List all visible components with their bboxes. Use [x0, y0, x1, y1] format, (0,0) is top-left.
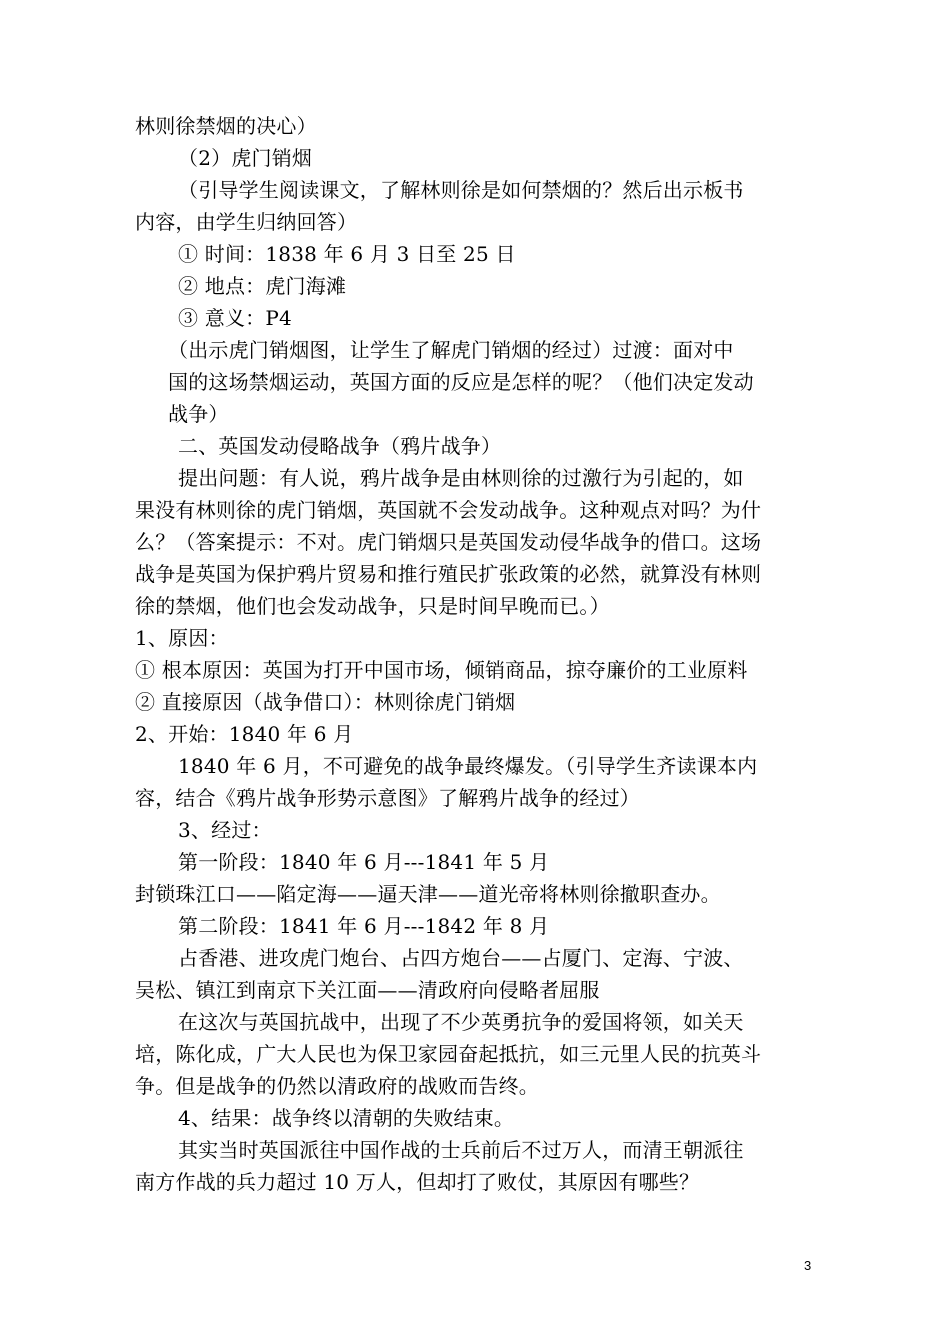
text-line: 容，结合《鸦片战争形势示意图》了解鸦片战争的经过）: [135, 786, 640, 810]
text-line: 国的这场禁烟运动，英国方面的反应是怎样的呢？（他们决定发动: [168, 370, 754, 394]
section-heading: 4、结果：战争终以清朝的失败结束。: [178, 1106, 515, 1130]
text-line: 战争是英国为保护鸦片贸易和推行殖民扩张政策的必然，就算没有林则: [135, 562, 762, 586]
section-heading: 3、经过：: [178, 818, 272, 842]
text-line: 封锁珠江口——陷定海——逼天津——道光帝将林则徐撤职查办。: [135, 882, 721, 906]
text-line: 徐的禁烟，他们也会发动战争，只是时间早晚而已。）: [135, 594, 610, 618]
text-line: 1840 年 6 月，不可避免的战争最终爆发。（引导学生齐读课本内: [178, 754, 758, 778]
text-line: 么？（答案提示：不对。虎门销烟只是英国发动侵华战争的借口。这场: [135, 530, 762, 554]
text-line: 战争）: [168, 402, 229, 426]
section-heading: 二、英国发动侵略战争（鸦片战争）: [178, 434, 502, 458]
text-line: 占香港、进攻虎门炮台、占四方炮台——占厦门、定海、宁波、: [178, 946, 744, 970]
section-heading: 1、原因：: [135, 626, 229, 650]
list-item: ① 根本原因：英国为打开中国市场，倾销商品，掠夺廉价的工业原料: [135, 658, 748, 682]
list-item: ② 地点：虎门海滩: [178, 274, 347, 298]
page-number: 3: [804, 1258, 812, 1273]
section-heading: （2）虎门销烟: [178, 146, 313, 170]
list-item: ② 直接原因（战争借口）：林则徐虎门销烟: [135, 690, 516, 714]
text-line: 内容，由学生归纳回答）: [135, 210, 358, 234]
text-line: 南方作战的兵力超过 10 万人，但却打了败仗，其原因有哪些？: [135, 1170, 700, 1194]
text-line: （出示虎门销烟图，让学生了解虎门销烟的经过）过渡：面对中: [168, 338, 734, 362]
text-line: （引导学生阅读课文，了解林则徐是如何禁烟的？然后出示板书: [178, 178, 744, 202]
text-line: 争。但是战争的仍然以清政府的战败而告终。: [135, 1074, 539, 1098]
text-line: 第一阶段：1840 年 6 月---1841 年 5 月: [178, 850, 550, 874]
text-line: 其实当时英国派往中国作战的士兵前后不过万人，而清王朝派往: [178, 1138, 744, 1162]
text-line: 在这次与英国抗战中，出现了不少英勇抗争的爱国将领，如关天: [178, 1010, 744, 1034]
text-line: 果没有林则徐的虎门销烟，英国就不会发动战争。这种观点对吗？为什: [135, 498, 762, 522]
list-item: ③ 意义：P4: [178, 306, 292, 330]
text-line: 吴松、镇江到南京下关江面——清政府向侵略者屈服: [135, 978, 600, 1002]
text-line: 林则徐禁烟的决心）: [135, 114, 317, 138]
list-item: ① 时间：1838 年 6 月 3 日至 25 日: [178, 242, 516, 266]
section-heading: 2、开始：1840 年 6 月: [135, 722, 354, 746]
text-line: 第二阶段：1841 年 6 月---1842 年 8 月: [178, 914, 550, 938]
text-line: 提出问题：有人说，鸦片战争是由林则徐的过激行为引起的，如: [178, 466, 744, 490]
text-line: 培，陈化成，广大人民也为保卫家园奋起抵抗，如三元里人民的抗英斗: [135, 1042, 762, 1066]
